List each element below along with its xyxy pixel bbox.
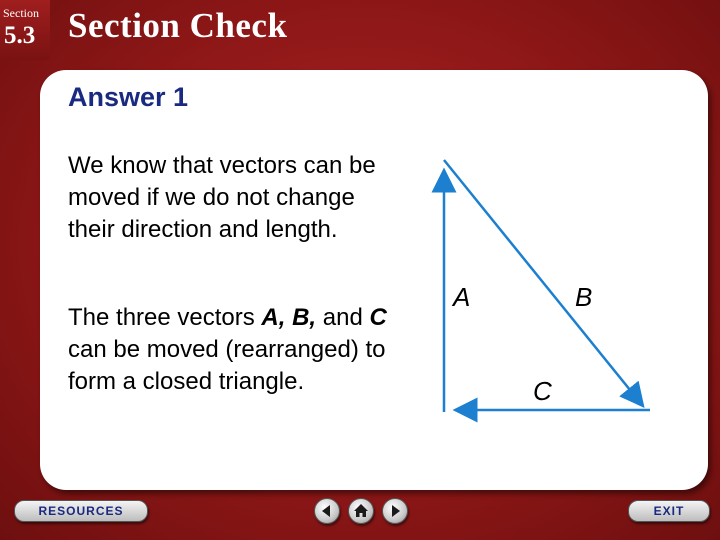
home-icon	[349, 499, 373, 523]
paragraph-vectors-moved: We know that vectors can be moved if we do not change their direction and length.	[68, 152, 376, 243]
section-label: Section	[3, 6, 39, 20]
resources-button[interactable]: RESOURCES	[14, 500, 148, 522]
page-title: Section Check	[68, 6, 288, 45]
answer-heading: Answer 1	[68, 82, 189, 112]
paragraph2-suffix: can be moved (rearranged) to form a closed triangle.	[68, 336, 386, 395]
next-arrow-icon	[383, 499, 407, 523]
exit-button[interactable]: EXIT	[628, 500, 710, 522]
vector-a-label: A	[453, 282, 471, 312]
previous-button[interactable]	[314, 498, 340, 524]
next-button[interactable]	[382, 498, 408, 524]
section-number: 5.3	[4, 22, 36, 49]
paragraph2-bold-ab: A, B,	[261, 304, 317, 331]
paragraph2-bold-c: C	[369, 304, 387, 331]
paragraph2-prefix: The three vectors	[68, 304, 262, 331]
vector-b-arrow	[444, 160, 643, 406]
vector-b-label: B	[575, 282, 593, 312]
home-button[interactable]	[348, 498, 374, 524]
previous-arrow-icon	[315, 499, 339, 523]
vector-c-label: C	[533, 376, 552, 406]
paragraph2-mid: and	[316, 304, 370, 331]
